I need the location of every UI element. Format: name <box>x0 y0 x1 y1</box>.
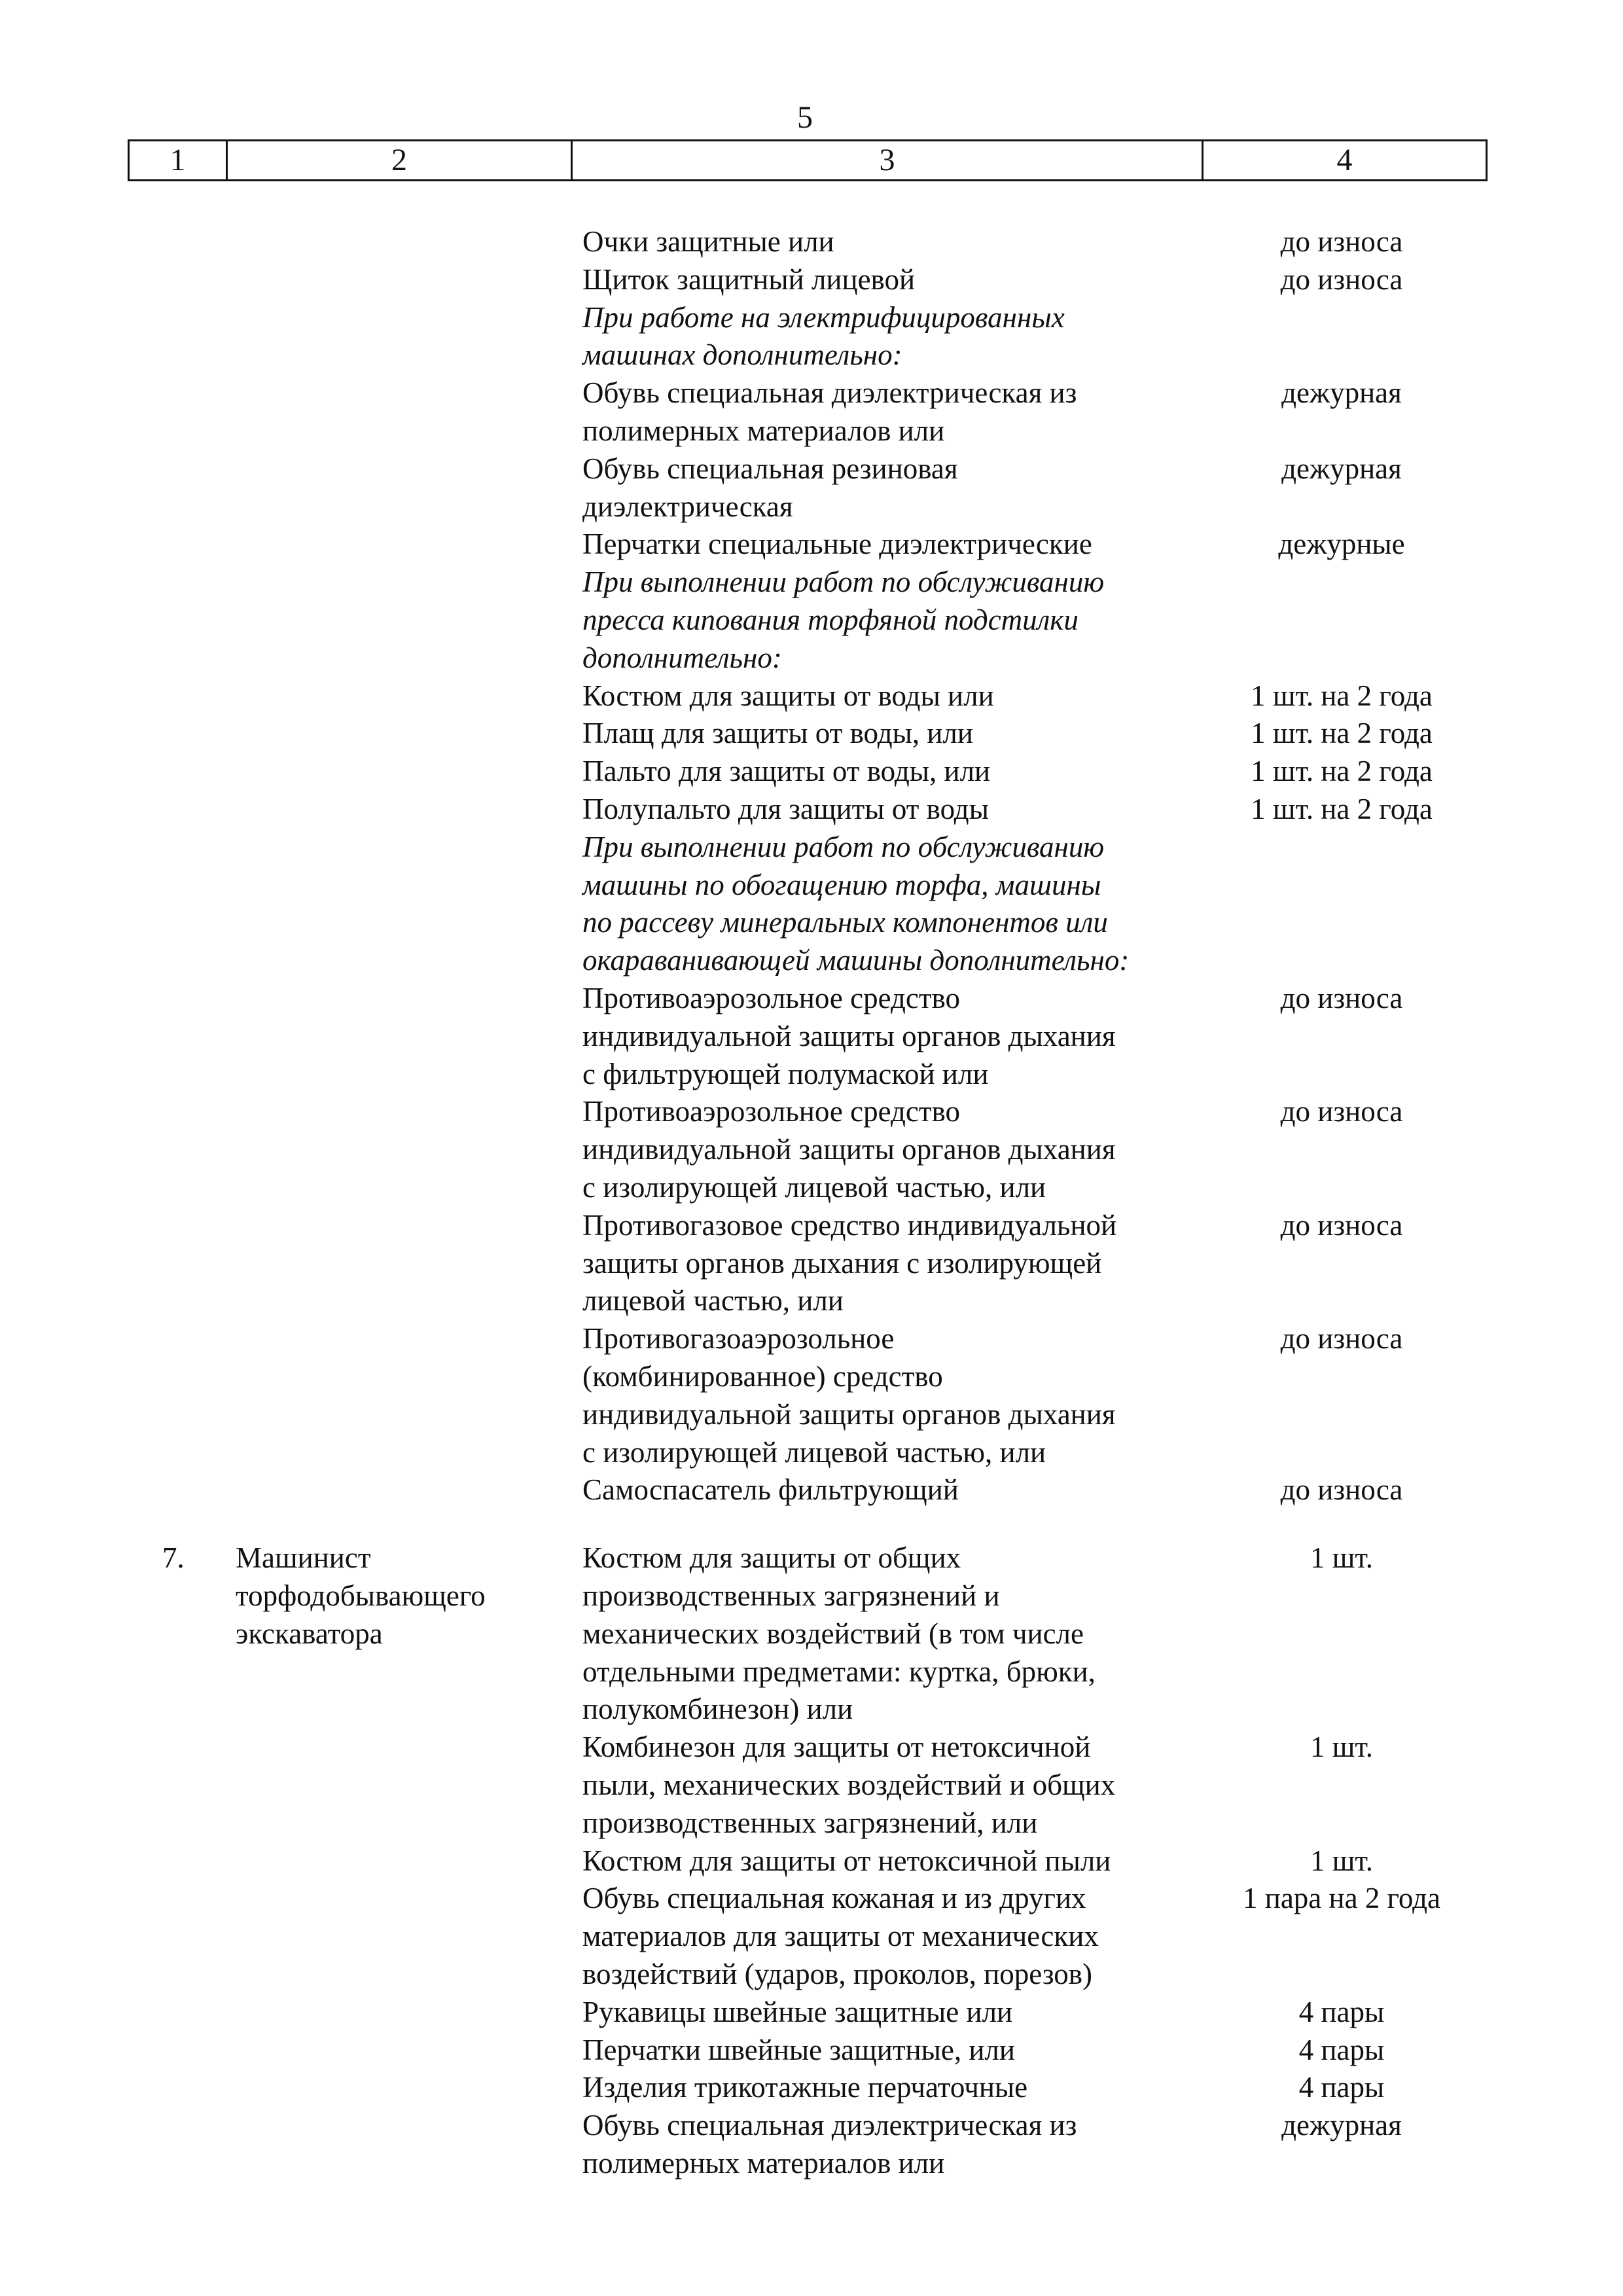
equipment-text: дополнительно: <box>582 641 782 674</box>
equipment-text: Плащ для защиты от воды, или <box>582 717 973 750</box>
profession-name: экскаватора <box>236 1617 383 1650</box>
equipment-text: Противогазоаэрозольное <box>582 1322 895 1355</box>
equipment-text: Перчатки специальные диэлектрические <box>582 528 1092 561</box>
equipment-text: Обувь специальная диэлектрическая из <box>582 376 1077 410</box>
equipment-text: При работе на электрифицированных <box>582 300 1065 334</box>
equipment-text: Костюм для защиты от нетоксичной пыли <box>582 1844 1111 1877</box>
equipment-text: машинах дополнительно: <box>582 338 902 372</box>
issue-norm: 4 пары <box>1298 2071 1385 2104</box>
equipment-text: Изделия трикотажные перчаточные <box>582 2071 1028 2104</box>
equipment-text: индивидуальной защиты органов дыхания <box>582 1133 1116 1166</box>
issue-norm: 4 пары <box>1298 1995 1385 2028</box>
equipment-text: (комбинированное) средство <box>582 1360 943 1393</box>
issue-norm: 1 пара на 2 года <box>1243 1882 1440 1915</box>
equipment-text: Комбинезон для защиты от нетоксичной <box>582 1731 1091 1764</box>
header-col-3: 3 <box>573 141 1204 179</box>
issue-norm: 4 пары <box>1298 2033 1385 2066</box>
equipment-text: защиты органов дыхания с изолирующей <box>582 1246 1102 1280</box>
equipment-text: пыли, механических воздействий и общих <box>582 1768 1116 1801</box>
header-col-2: 2 <box>228 141 573 179</box>
equipment-text: по рассеву минеральных компонентов или <box>582 906 1108 939</box>
table-header-row <box>128 139 1488 181</box>
equipment-text: с изолирующей лицевой частью, или <box>582 1171 1046 1204</box>
equipment-text: материалов для защиты от механических <box>582 1920 1099 1953</box>
equipment-text: полимерных материалов или <box>582 414 945 447</box>
issue-norm: 1 шт. на 2 года <box>1251 793 1433 825</box>
equipment-text: производственных загрязнений и <box>582 1579 1000 1612</box>
header-col-4: 4 <box>1336 143 1353 177</box>
equipment-text: пресса кипования торфяной подстилки <box>582 603 1079 636</box>
issue-norm: 1 шт. <box>1310 1541 1373 1575</box>
equipment-text: индивидуальной защиты органов дыхания <box>582 1019 1116 1052</box>
issue-norm: до износа <box>1280 1208 1403 1242</box>
item-number: 7. <box>162 1541 185 1575</box>
issue-norm: до износа <box>1280 225 1403 258</box>
equipment-text: При выполнении работ по обслуживанию <box>582 830 1105 863</box>
equipment-text: Самоспасатель фильтрующий <box>582 1473 959 1507</box>
equipment-text: Обувь специальная кожаная и из других <box>582 1882 1086 1915</box>
issue-norm: 1 шт. <box>1310 1844 1373 1877</box>
equipment-text: Обувь специальная резиновая <box>582 452 958 485</box>
equipment-text: Пальто для защиты от воды, или <box>582 755 991 788</box>
equipment-text: окараванивающей машины дополнительно: <box>582 944 1130 977</box>
equipment-text: Костюм для защиты от общих <box>582 1541 961 1575</box>
equipment-text: Очки защитные или <box>582 225 834 258</box>
equipment-text: Костюм для защиты от воды или <box>582 679 994 712</box>
equipment-text: Противогазовое средство индивидуальной <box>582 1208 1117 1242</box>
equipment-text: Перчатки швейные защитные, или <box>582 2033 1015 2066</box>
issue-norm: дежурная <box>1281 376 1402 410</box>
profession-name: Машинист <box>236 1541 371 1575</box>
equipment-text: Противоаэрозольное средство <box>582 982 960 1014</box>
equipment-text: При выполнении работ по обслуживанию <box>582 565 1105 599</box>
header-col-1: 1 <box>130 141 228 179</box>
equipment-text: индивидуальной защиты органов дыхания <box>582 1397 1116 1431</box>
equipment-text: Обувь специальная диэлектрическая из <box>582 2109 1077 2142</box>
equipment-text: механических воздействий (в том числе <box>582 1617 1084 1650</box>
issue-norm: 1 шт. на 2 года <box>1251 679 1433 712</box>
issue-norm: дежурные <box>1278 528 1405 561</box>
profession-name: торфодобывающего <box>236 1579 486 1612</box>
issue-norm: до износа <box>1280 262 1403 296</box>
equipment-text: полимерных материалов или <box>582 2147 945 2179</box>
equipment-text: Противоаэрозольное средство <box>582 1095 960 1128</box>
equipment-text: Полупальто для защиты от воды <box>582 793 989 825</box>
issue-norm: до износа <box>1280 1322 1403 1355</box>
issue-norm: 1 шт. <box>1310 1731 1373 1764</box>
issue-norm: дежурная <box>1281 2109 1402 2142</box>
equipment-text: отдельными предметами: куртка, брюки, <box>582 1655 1096 1688</box>
equipment-text: с изолирующей лицевой частью, или <box>582 1435 1046 1469</box>
issue-norm: дежурная <box>1281 452 1402 485</box>
issue-norm: до износа <box>1280 1473 1403 1507</box>
issue-norm: 1 шт. на 2 года <box>1251 717 1433 750</box>
equipment-text: с фильтрующей полумаской или <box>582 1057 989 1090</box>
equipment-text: машины по обогащению торфа, машины <box>582 868 1101 901</box>
equipment-text: диэлектрическая <box>582 490 793 523</box>
issue-norm: до износа <box>1280 982 1403 1014</box>
page-number: 5 <box>797 100 813 135</box>
equipment-text: лицевой частью, или <box>582 1284 844 1318</box>
equipment-text: Щиток защитный лицевой <box>582 262 916 296</box>
equipment-text: Рукавицы швейные защитные или <box>582 1995 1013 2028</box>
issue-norm: до износа <box>1280 1095 1403 1128</box>
equipment-text: производственных загрязнений, или <box>582 1806 1038 1839</box>
issue-norm: 1 шт. на 2 года <box>1251 755 1433 788</box>
equipment-text: полукомбинезон) или <box>582 1693 853 1726</box>
equipment-text: воздействий (ударов, проколов, порезов) <box>582 1958 1093 1990</box>
